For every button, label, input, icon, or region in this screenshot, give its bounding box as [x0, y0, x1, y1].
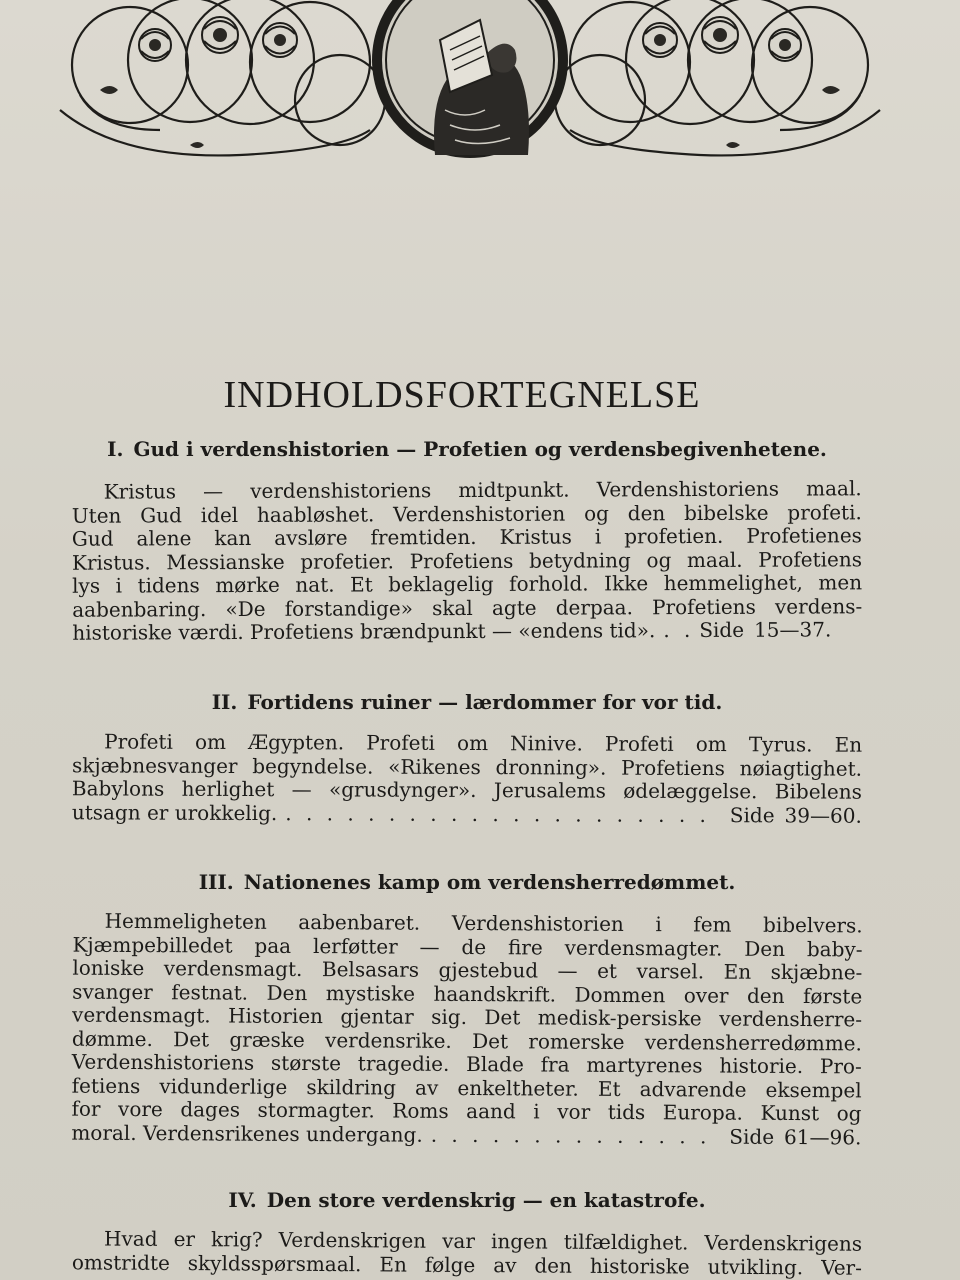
summary-line: Gud alene kan avsløre fremtiden. Kristus i profetien. Profetienes	[71, 523, 862, 551]
section-number: I.	[107, 437, 124, 461]
dot-leader	[663, 619, 691, 643]
summary-line: lys i tidens mørke nat. Et beklagelig forhold. Ikke hemmelighet, men	[72, 570, 863, 598]
page-reference	[730, 804, 862, 828]
summary-line: verdensmagt. Historien gjentar sig. Det medisk-persiske verdensherre-	[72, 1002, 863, 1032]
summary-line: Kristus — verdenshistoriens midtpunkt. Verdenshistoriens maal.	[103, 476, 862, 504]
dot-leader	[285, 802, 722, 827]
summary-line: aabenbaring. «De forstandige» skal agte derpaa. Profetiens verdens-	[72, 593, 863, 622]
summary-line: Uten Gud idel haabløshet. Verdenshistorien og den bibelske profeti.	[71, 499, 862, 528]
show-through-text	[250, 275, 870, 297]
dot-leader	[431, 1123, 722, 1148]
section-title: Gud i verdenshistorien — Profetien og verdensbegivenhetene.	[133, 437, 827, 461]
toc-section-1	[72, 437, 862, 644]
summary-last-line	[72, 801, 862, 828]
summary-last-line	[72, 618, 862, 645]
page-label: Side	[699, 617, 745, 642]
summary-line: svanger festnat. Den mystiske haandskrift. Dommen over den første	[72, 979, 863, 1008]
summary-line: dømme. Det græske verdensrike. Det romerske verdensherredømme.	[71, 1026, 862, 1055]
section-summary	[72, 1227, 862, 1280]
summary-line: skjæbnesvanger begyndelse. «Rikenes dronning». Profetiens nøiagtighet.	[72, 752, 863, 781]
page-title: INDHOLDSFORTEGNELSE	[223, 374, 701, 417]
section-title: Fortidens ruiner — lærdommer for vor tid.	[247, 690, 723, 714]
summary-line: Hvad er krig? Verdenskrigen var ingen tilfældighet. Verdenskrigens	[104, 1226, 863, 1256]
summary-line: for vore dages stormagter. Roms aand i vor tids Europa. Kunst og	[71, 1096, 862, 1126]
section-heading	[72, 690, 862, 714]
page-range: 39—60.	[784, 802, 862, 828]
section-heading	[72, 870, 862, 894]
summary-line: Profeti om Ægypten. Profeti om Ninive. Profeti om Tyrus. En	[104, 729, 863, 757]
page-reference	[729, 1125, 861, 1149]
section-title: Den store verdenskrig — en katastrofe.	[266, 1188, 706, 1212]
summary-line: Kristus. Messianske profetier. Profetiens betydning og maal. Profetiens	[71, 546, 863, 575]
summary-line: moral. Verdensrikenes undergang.	[71, 1120, 423, 1147]
page-reference	[699, 618, 831, 642]
summary-line: Kjæmpebilledet paa lerføtter — de fire verdensmagter. Den baby-	[72, 932, 863, 961]
section-title: Nationenes kamp om verdensherredømmet.	[243, 870, 736, 894]
section-number: II.	[211, 690, 238, 714]
section-heading	[72, 437, 862, 461]
section-summary	[72, 730, 862, 827]
section-heading	[72, 1188, 862, 1212]
summary-line: utsagn er urokkelig.	[71, 799, 278, 825]
summary-line: Babylons herlighet — «grusdynger». Jerusalems ødelæggelse. Bibelens	[71, 776, 863, 804]
page-range: 61—96.	[784, 1124, 862, 1149]
section-summary	[72, 477, 863, 645]
page-range: 15—37.	[753, 617, 832, 642]
page-label: Side	[729, 802, 775, 827]
section-number: III.	[198, 870, 234, 894]
decorative-header-ornament	[40, 0, 900, 195]
summary-line: fetiens vidunderlige skildring av enkeltheter. Et advarende eksempel	[71, 1073, 862, 1102]
summary-line: Hemmeligheten aabenbaret. Verdenshistorien i fem bibelvers.	[104, 908, 863, 938]
toc-section-4	[71, 1188, 863, 1280]
page-label: Side	[729, 1124, 775, 1149]
section-number: IV.	[228, 1188, 257, 1212]
summary-line: historiske værdi. Profetiens brændpunkt — «endens tid».	[72, 618, 656, 645]
summary-last-line	[71, 1121, 861, 1149]
toc-section-3	[72, 870, 862, 1147]
summary-line: loniske verdensmagt. Belsasars gjestebud — et varsel. En skjæbne-	[72, 955, 863, 985]
summary-line: omstridte skyldsspørsmaal. En følge av den historiske utvikling. Ver-	[71, 1249, 862, 1280]
section-summary	[71, 910, 862, 1150]
toc-section-2	[72, 690, 862, 826]
summary-line: Verdenshistoriens største tragedie. Blade fra martyrenes historie. Pro-	[71, 1049, 862, 1079]
